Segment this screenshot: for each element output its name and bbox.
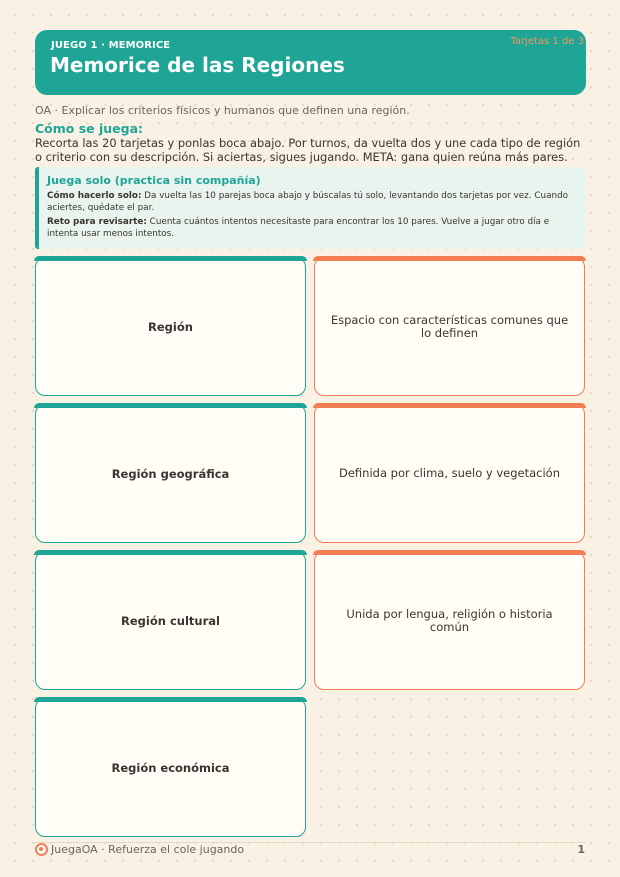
howto-title: Cómo se juega: bbox=[35, 121, 144, 136]
solo-title: Juega solo (practica sin compañía) bbox=[47, 174, 261, 187]
definition-card[interactable] bbox=[314, 404, 585, 543]
page-title: Memorice de las Regiones bbox=[50, 53, 345, 77]
term-card-label: Región geográfica bbox=[111, 466, 230, 481]
term-card-label: Región económica bbox=[111, 760, 230, 775]
cards-counter: Tarjetas 1 de 3 bbox=[510, 36, 584, 47]
definition-card-label: Definida por clima, suelo y vegetación bbox=[338, 466, 560, 480]
term-card[interactable] bbox=[35, 404, 306, 543]
footer-brand: JuegaOA · Refuerza el cole jugando bbox=[51, 843, 245, 856]
definition-card[interactable] bbox=[314, 257, 585, 396]
page-number: 1 bbox=[577, 843, 585, 856]
solo-review-text: Cuenta cuántos intentos necesitaste para encontrar los 10 pares. Vuelve a jugar otro día e intenta usar menos intentos. bbox=[47, 217, 550, 239]
solo-play-box bbox=[35, 167, 586, 249]
definition-card-label: Unida por lengua, religión o historia común bbox=[346, 606, 553, 634]
definition-card[interactable] bbox=[314, 551, 585, 690]
term-card-label: Región cultural bbox=[121, 613, 220, 628]
solo-how-text: Da vuelta las 10 parejas boca abajo y búscalas tú solo, levantando dos tarjetas por vez. Cuando aciertes, quédate el par. bbox=[47, 191, 569, 213]
term-card[interactable] bbox=[35, 257, 306, 396]
game-kicker: JUEGO 1 · MEMORICE bbox=[51, 40, 171, 51]
solo-how-label: Cómo hacerlo solo: bbox=[47, 191, 142, 201]
howto-text: Recorta las 20 tarjetas y ponlas boca abajo. Por turnos, da vuelta dos y une cada tipo de región o criterio con su descripción. Si aciertas, sigues jugando. META: gana quien reúna más pares. bbox=[35, 136, 581, 164]
solo-how bbox=[47, 190, 576, 214]
learning-objective: OA · Explicar los criterios físicos y humanos que definen una región. bbox=[35, 104, 410, 117]
definition-card-label: Espacio con características comunes que lo definen bbox=[330, 312, 569, 340]
solo-review bbox=[47, 216, 576, 240]
header-banner bbox=[35, 30, 586, 95]
solo-review-label: Reto para revisarte: bbox=[47, 217, 147, 227]
term-card[interactable] bbox=[35, 551, 306, 690]
brand-logo-icon bbox=[35, 843, 48, 856]
term-card[interactable] bbox=[35, 698, 306, 837]
term-card-label: Región bbox=[148, 319, 193, 334]
